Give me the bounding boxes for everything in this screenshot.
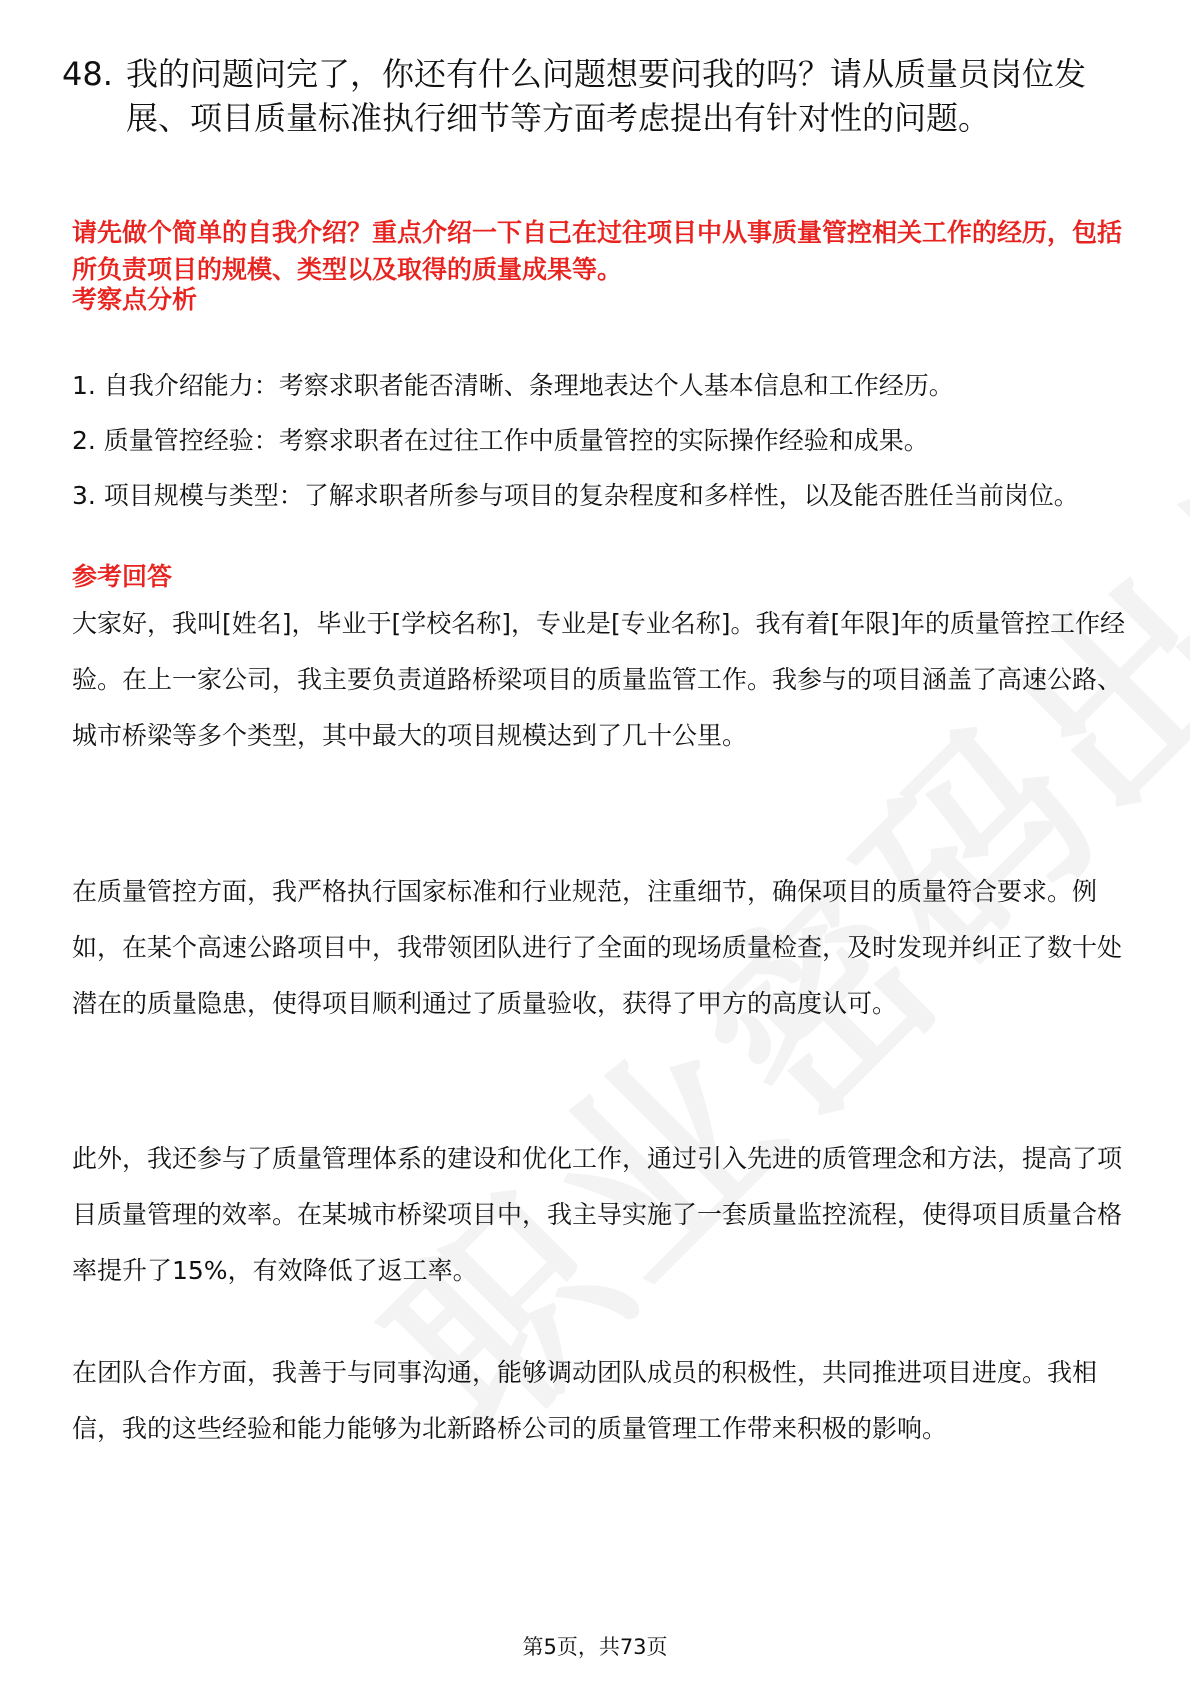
question-text: 我的问题问完了，你还有什么问题想要问我的吗？请从质量员岗位发展、项目质量标准执行细节等方面考虑提出有针对性的问题。 <box>126 55 1087 137</box>
analysis-heading: 考察点分析 <box>72 285 198 314</box>
page-footer: 第5页，共73页 <box>522 1635 668 1659</box>
analysis-list <box>72 358 1132 523</box>
question-title <box>62 52 1122 140</box>
answer-paragraph: 此外，我还参与了质量管理体系的建设和优化工作，通过引入先进的质管理念和方法，提高了项目质量管理的效率。在某城市桥梁项目中，我主导实施了一套质量监控流程，使得项目质量合格率提升了15%，有效降低了返工率。 <box>72 1144 1123 1285</box>
answer-paragraph: 在质量管控方面，我严格执行国家标准和行业规范，注重细节，确保项目的质量符合要求。例如，在某个高速公路项目中，我带领团队进行了全面的现场质量检查，及时发现并纠正了数十处潜在的质量隐患，使得项目顺利通过了质量验收，获得了甲方的高度认可。 <box>72 877 1123 1018</box>
reference-heading: 参考回答 <box>72 562 173 591</box>
answer-paragraph: 在团队合作方面，我善于与同事沟通，能够调动团队成员的积极性，共同推进项目进度。我相信，我的这些经验和能力能够为北新路桥公司的质量管理工作带来积极的影响。 <box>72 1358 1098 1443</box>
analysis-item: 2. 质量管控经验：考察求职者在过往工作中质量管控的实际操作经验和成果。 <box>72 426 929 455</box>
analysis-item: 3. 项目规模与类型：了解求职者所参与项目的复杂程度和多样性，以及能否胜任当前岗位。 <box>72 481 1079 510</box>
answer-paragraph: 大家好，我叫[姓名]，毕业于[学校名称]，专业是[专业名称]。我有着[年限]年的质量管控工作经验。在上一家公司，我主要负责道路桥梁项目的质量监管工作。我参与的项目涵盖了高速公路、城市桥梁等多个类型，其中最大的项目规模达到了几十公里。 <box>72 609 1126 750</box>
question-number: 48. <box>62 55 113 93</box>
analysis-item: 1. 自我介绍能力：考察求职者能否清晰、条理地表达个人基本信息和工作经历。 <box>72 371 954 400</box>
intro-question: 请先做个简单的自我介绍？重点介绍一下自己在过往项目中从事质量管控相关工作的经历，包括所负责项目的规模、类型以及取得的质量成果等。 <box>72 218 1123 284</box>
